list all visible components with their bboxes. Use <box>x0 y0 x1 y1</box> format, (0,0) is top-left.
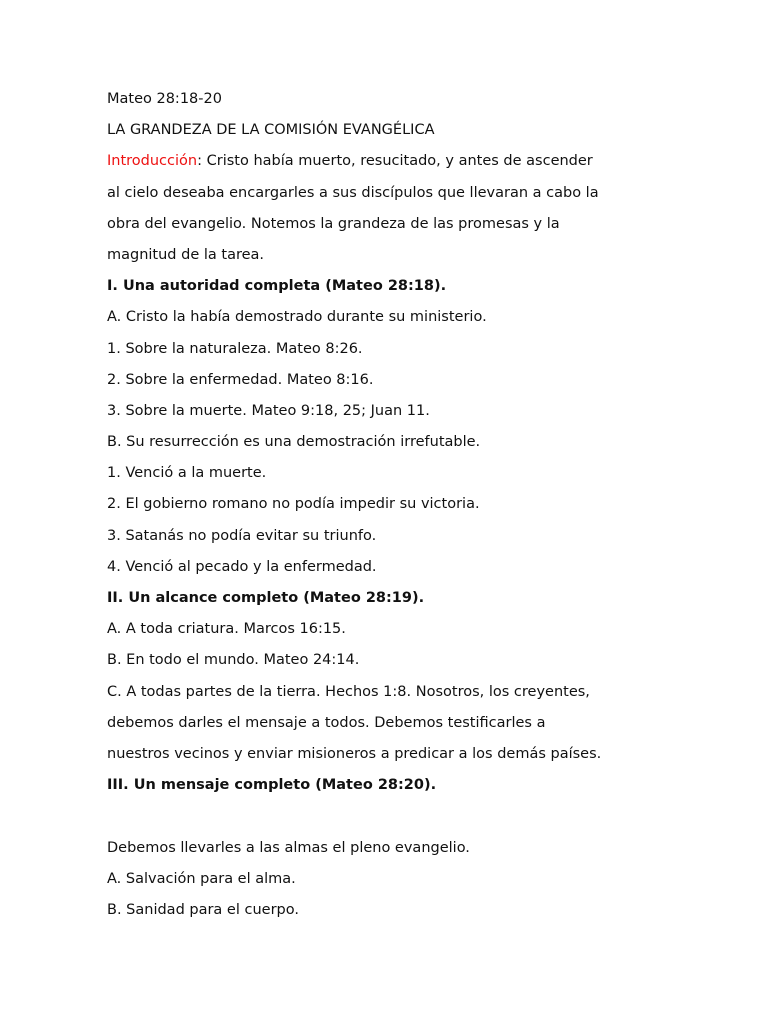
document-page <box>107 84 667 926</box>
outline-item: A. Salvación para el alma. <box>107 870 296 887</box>
intro-line <box>107 146 667 177</box>
intro-label: Introducción <box>107 153 198 170</box>
intro-line: obra del evangelio. Notemos la grandeza de las promesas y la <box>107 215 560 232</box>
outline-item: B. En todo el mundo. Mateo 24:14. <box>107 652 360 669</box>
section-heading: II. Un alcance completo (Mateo 28:19). <box>107 590 425 606</box>
blank-line <box>107 801 667 832</box>
outline-item: 1. Venció a la muerte. <box>107 465 267 482</box>
outline-item: B. Su resurrección es una demostración irrefutable. <box>107 434 481 451</box>
outline-item: Debemos llevarles a las almas el pleno evangelio. <box>107 839 470 856</box>
outline-item: debemos darles el mensaje a todos. Debemos testificarles a <box>107 714 546 731</box>
outline-item: 4. Venció al pecado y la enfermedad. <box>107 558 377 575</box>
outline-item: 2. Sobre la enfermedad. Mateo 8:16. <box>107 371 374 388</box>
outline-item: 2. El gobierno romano no podía impedir su victoria. <box>107 496 480 513</box>
document-title: LA GRANDEZA DE LA COMISIÓN EVANGÉLICA <box>107 122 435 139</box>
outline-item: 1. Sobre la naturaleza. Mateo 8:26. <box>107 340 363 357</box>
outline-item: 3. Satanás no podía evitar su triunfo. <box>107 527 377 544</box>
intro-line: al cielo deseaba encargarles a sus discípulos que llevaran a cabo la <box>107 184 599 201</box>
outline-item: A. Cristo la había demostrado durante su ministerio. <box>107 309 487 326</box>
outline-item: A. A toda criatura. Marcos 16:15. <box>107 621 346 638</box>
section-heading: III. Un mensaje completo (Mateo 28:20). <box>107 777 437 794</box>
outline-item: nuestros vecinos y enviar misioneros a predicar a los demás países. <box>107 745 602 762</box>
intro-text: : Cristo había muerto, resucitado, y antes de ascender <box>197 153 593 170</box>
section-heading: I. Una autoridad completa (Mateo 28:18). <box>107 278 447 295</box>
scripture-reference: Mateo 28:18-20 <box>107 91 222 107</box>
outline-item: C. A todas partes de la tierra. Hechos 1:8. Nosotros, los creyentes, <box>107 683 590 700</box>
outline-item: B. Sanidad para el cuerpo. <box>107 901 299 918</box>
outline-item: 3. Sobre la muerte. Mateo 9:18, 25; Juan 11. <box>107 402 430 419</box>
intro-line: magnitud de la tarea. <box>107 246 265 263</box>
